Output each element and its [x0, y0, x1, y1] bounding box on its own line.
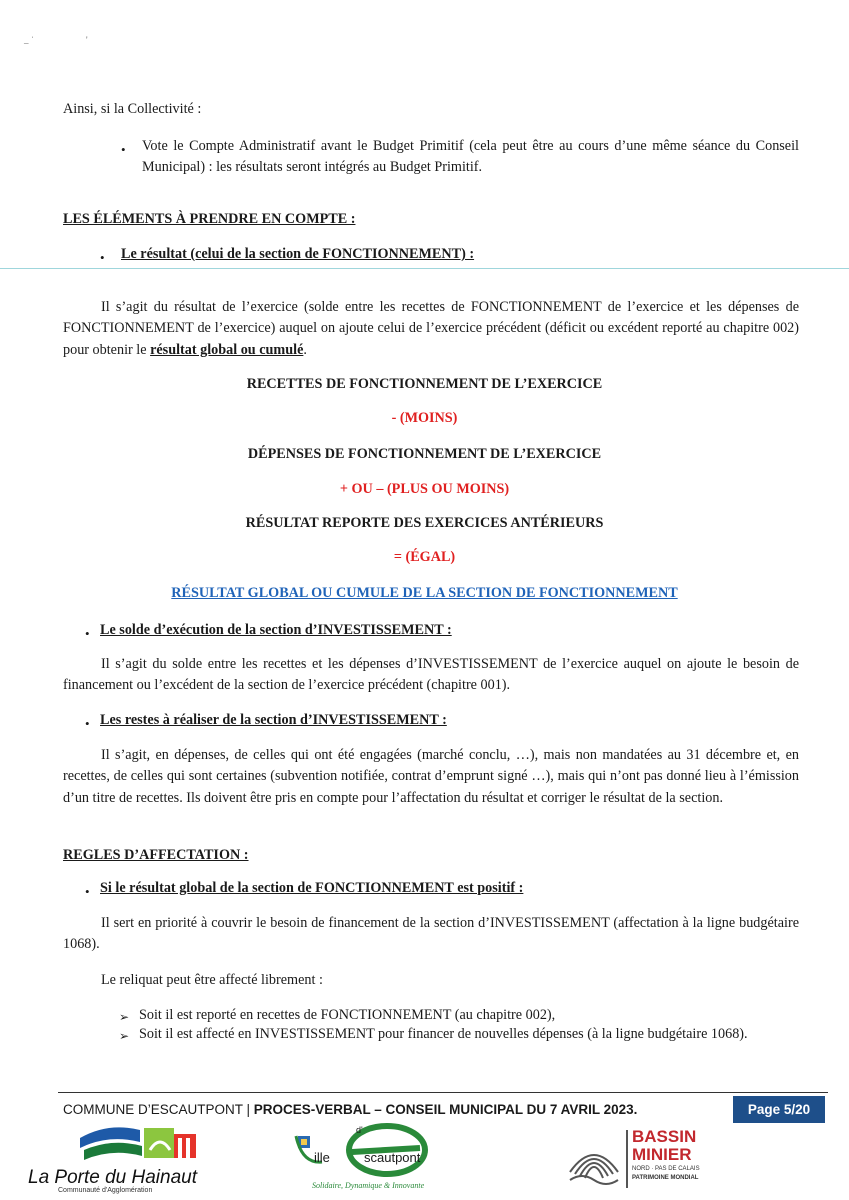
arrow-bullet-icon: ➢ — [119, 1029, 130, 1043]
porte-du-hainaut-logo — [28, 1120, 218, 1192]
subsection-title-solde: Le solde d’exécution de la section d’INVESTISSEMENT : — [100, 622, 452, 638]
bullet-icon: • — [100, 250, 105, 265]
scan-mark: ' — [86, 35, 88, 45]
bassin-minier-logo — [566, 1127, 716, 1192]
formula-line-depenses: DÉPENSES DE FONCTIONNEMENT DE L’EXERCICE — [247, 446, 602, 462]
bassin-minier-divider — [626, 1130, 628, 1188]
paragraph-solde: Il s’agit du solde entre les recettes et les dépenses d’INVESTISSEMENT de l’exercice auquel on ajoute le besoin de financement ou l’excédent de la section de l’exercice précédent (chapitre 001). — [63, 656, 799, 694]
formula-line-recettes: RECETTES DE FONCTIONNEMENT DE L’EXERCICE — [246, 376, 603, 392]
intro-text: Ainsi, si la Collectivité : — [63, 101, 202, 117]
paragraph-resultat-text: Il s’agit du résultat de l’exercice (solde entre les recettes de FONCTIONNEMENT de l’exercice et les dépenses de FONCTIONNEMENT de l’exercice) auquel on ajoute celui de l’exercice précédent (déficit ou excédent reporté au chapitre 002) pour obtenir le — [63, 299, 799, 358]
bassin-patrimoine: PATRIMOINE MONDIAL — [632, 1175, 699, 1181]
formula-operator-egal: = (ÉGAL) — [393, 549, 456, 565]
arrow-item: Soit il est reporté en recettes de FONCTIONNEMENT (au chapitre 002), — [139, 1007, 556, 1023]
bullet-icon: • — [85, 626, 90, 641]
paragraph-restes: Il s’agit, en dépenses, de celles qui ont été engagées (marché conclu, …), mais non mandatées au 31 décembre et, en recettes, de celles qui sont certaines (subvention notifiée, contrat d’emprunt signé …), mais qui n’ont pas donné lieu à l’émission d’un titre de recettes. Ils doivent être pris en compte pour l’affectation du résultat et corriger le résultat de la section. — [63, 747, 799, 806]
emphasis-resultat-global: résultat global ou cumulé — [150, 341, 304, 358]
arrow-item: Soit il est affecté en INVESTISSEMENT pour financer de nouvelles dépenses (à la ligne budgétaire 1068). — [139, 1026, 748, 1042]
bassin-word: BASSIN — [632, 1127, 697, 1146]
bullet-icon: • — [121, 142, 126, 157]
formula-result: RÉSULTAT GLOBAL OU CUMULE DE LA SECTION DE FONCTIONNEMENT — [171, 585, 678, 601]
footer-commune: COMMUNE D’ESCAUTPONT — [63, 1102, 243, 1117]
formula-operator-plus-ou-moins: + OU – (PLUS OU MOINS) — [339, 481, 510, 497]
footer-rule — [58, 1092, 828, 1093]
footer-pv-title: PROCES-VERBAL – CONSEIL MUNICIPAL DU 7 AVRIL 2023. — [253, 1102, 638, 1117]
ville-prefix: ille — [314, 1150, 330, 1165]
porte-du-hainaut-subtitle: Communauté d'Agglomération — [58, 1187, 153, 1194]
intro-bullet-text: Vote le Compte Administratif avant le Budget Primitif (cela peut être au cours d’une même séance du Conseil Municipal) : les résultats seront intégrés au Budget Primitif. — [142, 138, 799, 176]
bullet-icon: • — [85, 884, 90, 899]
footer-separator: | — [242, 1102, 254, 1117]
ville-name: scautpont — [364, 1150, 421, 1165]
bassin-region: NORD · PAS DE CALAIS — [632, 1166, 700, 1172]
ville-apostrophe: d' — [356, 1125, 363, 1135]
paragraph-positif: Il sert en priorité à couvrir le besoin de financement de la section d’INVESTISSEMENT (affectation à la ligne budgétaire 1068). — [63, 915, 799, 953]
scan-mark: _ ˈ — [24, 35, 34, 45]
subsection-title-resultat: Le résultat (celui de la section de FONCTIONNEMENT) : — [121, 246, 475, 262]
arrow-bullet-icon: ➢ — [119, 1010, 130, 1024]
section-title-regles: REGLES D’AFFECTATION : — [63, 847, 249, 863]
porte-du-hainaut-emblem-icon — [78, 1120, 198, 1164]
bassin-minier-emblem-icon — [566, 1132, 622, 1188]
minier-word: MINIER — [632, 1145, 692, 1164]
ville-escautpont-logo — [292, 1118, 452, 1196]
subsection-title-restes: Les restes à réaliser de la section d’INVESTISSEMENT : — [100, 712, 447, 728]
subsection-title-positif: Si le résultat global de la section de FONCTIONNEMENT est positif : — [100, 880, 524, 896]
formula-line-resultat-reporte: RÉSULTAT REPORTE DES EXERCICES ANTÉRIEURS — [245, 515, 604, 531]
paragraph-reliquat: Le reliquat peut être affecté librement : — [101, 972, 323, 988]
divider — [0, 268, 849, 269]
porte-du-hainaut-title: La Porte du Hainaut — [28, 1167, 198, 1188]
paragraph-resultat — [63, 297, 799, 361]
paragraph-resultat-end: . — [303, 341, 307, 358]
bullet-icon: • — [85, 716, 90, 731]
section-title-elements: LES ÉLÉMENTS À PRENDRE EN COMPTE : — [63, 211, 356, 227]
formula-operator-moins: - (MOINS) — [391, 410, 458, 426]
ville-slogan: Solidaire, Dynamique & Innovante — [312, 1181, 425, 1190]
page-number-badge: Page 5/20 — [733, 1096, 825, 1123]
